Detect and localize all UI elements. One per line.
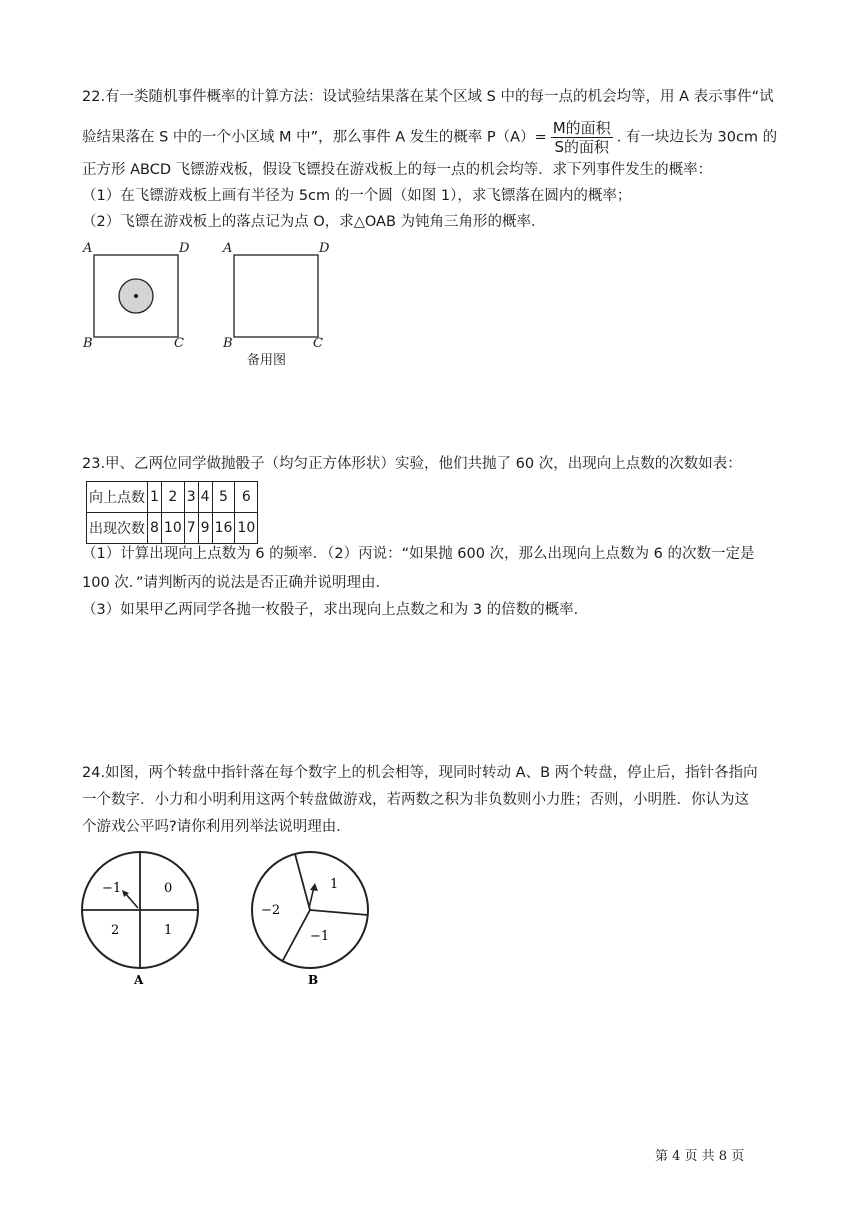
q22-line3: 正方形 ABCD 飞镖游戏板，假设飞镖投在游戏板上的每一点的机会均等．求下列事件发生的概率： bbox=[82, 162, 713, 178]
table-cell: 1 bbox=[148, 482, 162, 513]
q24-line2: 一个数字．小力和小明利用这两个转盘做游戏，若两数之积为非负数则小力胜；否则，小明胜．你认为这 bbox=[82, 792, 749, 808]
q22-line1: 22.有一类随机事件概率的计算方法：设试验结果落在某个区域 S 中的每一点的机会均等，用 A 表示事件“试 bbox=[82, 89, 774, 105]
fraction-numerator: M的面积 bbox=[552, 119, 611, 137]
fig1-label-d: D bbox=[179, 241, 190, 256]
q24-line1: 24.如图，两个转盘中指针落在每个数字上的机会相等，现同时转动 A、B 两个转盘，停止后，指针各指向 bbox=[82, 765, 758, 781]
spinner-b-label: B bbox=[308, 973, 319, 987]
dice-frequency-table bbox=[86, 481, 258, 544]
spinner-a-number: −1 bbox=[102, 881, 122, 896]
spinner-b-divider bbox=[295, 854, 310, 910]
table-header-points: 向上点数 bbox=[87, 482, 148, 513]
table-row bbox=[87, 513, 258, 544]
spinner-a-label: A bbox=[134, 973, 144, 987]
table-cell: 10 bbox=[161, 513, 184, 544]
fig2-label-d: D bbox=[319, 241, 330, 256]
spinner-b-divider bbox=[282, 910, 310, 962]
spinner-b-pointer-arrow-icon bbox=[310, 883, 318, 891]
spinner-b-divider bbox=[310, 910, 368, 915]
spinner-a-number: 0 bbox=[164, 881, 173, 896]
table-cell: 8 bbox=[148, 513, 162, 544]
table-cell: 4 bbox=[198, 482, 212, 513]
table-cell: 9 bbox=[198, 513, 212, 544]
spinner-a-number: 2 bbox=[111, 923, 120, 938]
probability-fraction bbox=[551, 119, 613, 156]
table-cell: 3 bbox=[184, 482, 198, 513]
table-cell: 5 bbox=[212, 482, 235, 513]
q22-line2-text-b: . 有一块边长为 30cm 的 bbox=[616, 129, 778, 146]
table-row bbox=[87, 482, 258, 513]
fig2-label-b: B bbox=[223, 336, 233, 351]
table-cell: 16 bbox=[212, 513, 235, 544]
fig1-label-a: A bbox=[83, 241, 93, 256]
circle-center-dot bbox=[134, 294, 138, 298]
q23-part1b: 100 次．”请判断丙的说法是否正确并说明理由． bbox=[82, 575, 391, 591]
fraction-denominator: S的面积 bbox=[554, 138, 609, 156]
spinner-b-number: −1 bbox=[310, 929, 330, 944]
fig2-label-c: C bbox=[313, 336, 323, 351]
fig1-label-c: C bbox=[174, 336, 184, 351]
table-header-counts: 出现次数 bbox=[87, 513, 148, 544]
table-cell: 7 bbox=[184, 513, 198, 544]
q22-line2 bbox=[82, 119, 777, 156]
spinner-b bbox=[248, 848, 378, 988]
table-cell: 10 bbox=[235, 513, 258, 544]
q22-line2-text-a: 验结果落在 S 中的一个小区域 M 中”，那么事件 A 发生的概率 P（A）= bbox=[82, 129, 547, 146]
spinner-b-number: 1 bbox=[330, 877, 339, 892]
spare-square-board bbox=[234, 255, 318, 337]
fig2-label-a: A bbox=[223, 241, 233, 256]
q23-part1: （1）计算出现向上点数为 6 的频率．（2）丙说：“如果抛 600 次，那么出现向上点数为 6 的次数一定是 bbox=[82, 546, 755, 562]
q23-part3: （3）如果甲乙两同学各抛一枚骰子，求出现向上点数之和为 3 的倍数的概率． bbox=[82, 602, 589, 618]
spinner-b-number: −2 bbox=[261, 903, 281, 918]
spinner-a bbox=[78, 848, 208, 988]
table-cell: 2 bbox=[161, 482, 184, 513]
spinner-a-pointer bbox=[125, 893, 138, 908]
q22-part2: （2）飞镖在游戏板上的落点记为点 O，求△OAB 为钝角三角形的概率． bbox=[82, 214, 546, 230]
q24-line3: 个游戏公平吗?请你利用列举法说明理由． bbox=[82, 819, 351, 835]
q23-line1: 23.甲、乙两位同学做抛骰子（均匀正方体形状）实验，他们共抛了 60 次，出现向上点数的次数如表： bbox=[82, 456, 742, 472]
fig2-caption: 备用图 bbox=[247, 353, 287, 368]
q22-part1: （1）在飞镖游戏板上画有半径为 5cm 的一个圆（如图 1），求飞镖落在圆内的概率； bbox=[82, 188, 632, 204]
page-number: 第 4 页 共 8 页 bbox=[655, 1149, 745, 1164]
fig1-label-b: B bbox=[83, 336, 93, 351]
spinner-a-number: 1 bbox=[164, 923, 173, 938]
table-cell: 6 bbox=[235, 482, 258, 513]
